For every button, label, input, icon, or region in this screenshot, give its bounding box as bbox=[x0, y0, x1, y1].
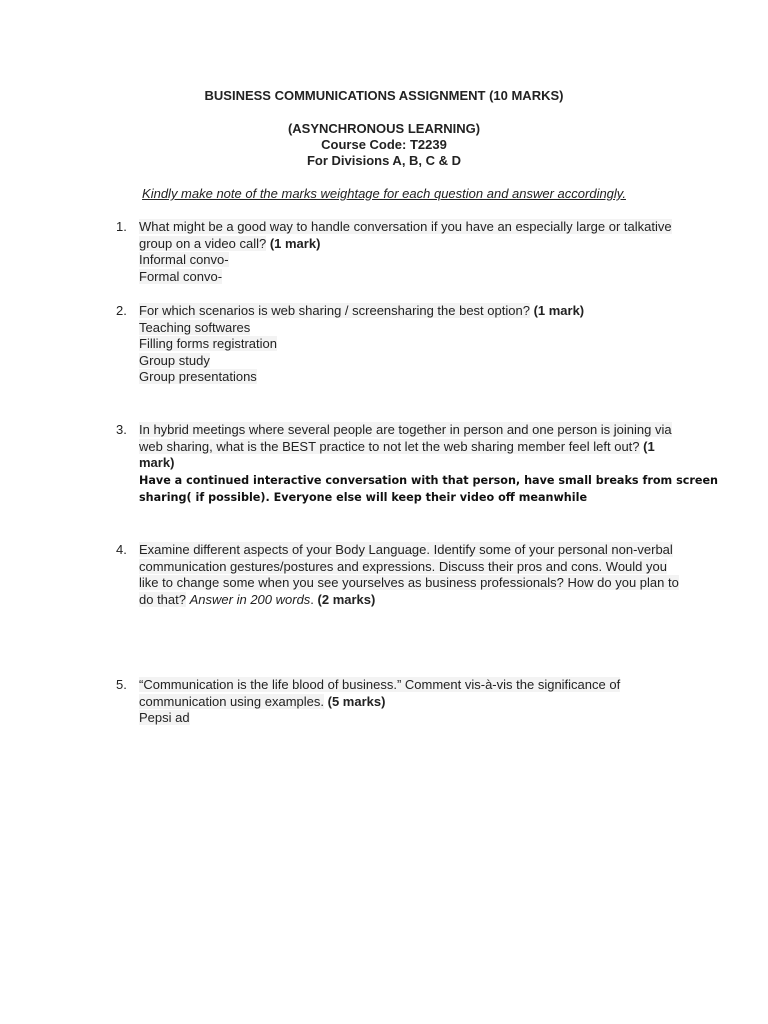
question-2-prompt: For which scenarios is web sharing / screensharing the best option? bbox=[139, 303, 530, 318]
document-subtitle: (ASYNCHRONOUS LEARNING) bbox=[287, 121, 481, 136]
question-5-marks: (5 marks) bbox=[327, 693, 386, 709]
question-1-text bbox=[139, 219, 684, 252]
question-3-answer-line-2: sharing( if possible). Everyone else will keep their video off meanwhile bbox=[139, 491, 588, 505]
question-1-number: 1. bbox=[116, 219, 127, 234]
instruction-note bbox=[0, 186, 768, 202]
question-1-answer-2: Formal convo- bbox=[139, 268, 223, 284]
question-3-answer-line-1: Have a continued interactive conversation with that person, have small breaks from screen bbox=[139, 473, 719, 487]
course-code: Course Code: T2239 bbox=[321, 137, 447, 152]
question-4 bbox=[139, 542, 684, 608]
question-1-answer-1: Informal convo- bbox=[139, 252, 229, 268]
question-4-text: Examine different aspects of your Body Language. Identify some of your personal non-verbal communication gestures/postures and expressions. Discuss their pros and cons. Would you like to change some when you see yourselves as business professionals? How do you plan to do that? Answer in 200 words. (2 marks) bbox=[139, 542, 679, 607]
question-2-answer-3: Group study bbox=[139, 352, 210, 368]
question-5 bbox=[139, 677, 684, 727]
question-5-number: 5. bbox=[116, 677, 127, 692]
question-1-marks: (1 mark) bbox=[269, 235, 321, 251]
question-2-answer-2: Filling forms registration bbox=[139, 336, 277, 352]
divisions: For Divisions A, B, C & D bbox=[306, 153, 462, 168]
question-5-text bbox=[139, 677, 684, 710]
question-2 bbox=[139, 303, 684, 386]
document-title: BUSINESS COMMUNICATIONS ASSIGNMENT (10 MARKS) bbox=[204, 88, 564, 103]
question-1 bbox=[139, 219, 684, 285]
instruction-text: Kindly make note of the marks weightage for each question and answer accordingly. bbox=[142, 186, 626, 201]
question-4-word-limit: Answer in 200 words bbox=[189, 591, 311, 607]
question-3-number: 3. bbox=[116, 422, 127, 437]
question-4-prompt: Examine different aspects of your Body Language. Identify some of your personal non-verbal communication gestures/postures and expressions. Discuss their pros and cons. Would you like to change some when you see yourselves as business professionals? How do you plan to do that? bbox=[139, 542, 679, 607]
question-2-answer-1: Teaching softwares bbox=[139, 319, 251, 335]
question-3-text bbox=[139, 422, 684, 472]
question-3-prompt: In hybrid meetings where several people are together in person and one person is joining via web sharing, what is the BEST practice to not let the web sharing member feel left out? bbox=[139, 422, 672, 454]
question-1-prompt: What might be a good way to handle conversation if you have an especially large or talkative group on a video call? bbox=[139, 219, 672, 251]
question-5-prompt: “Communication is the life blood of business.” Comment vis-à-vis the significance of communication using examples. bbox=[139, 677, 621, 709]
question-3 bbox=[139, 422, 719, 507]
question-3-marks: (1 mark) bbox=[139, 438, 655, 471]
question-4-marks: (2 marks) bbox=[317, 591, 376, 607]
question-2-text bbox=[139, 303, 684, 320]
question-4-number: 4. bbox=[116, 542, 127, 557]
question-2-number: 2. bbox=[116, 303, 127, 318]
question-5-answer-1: Pepsi ad bbox=[139, 710, 190, 726]
question-2-answer-4: Group presentations bbox=[139, 369, 257, 385]
question-2-marks: (1 mark) bbox=[533, 303, 585, 318]
